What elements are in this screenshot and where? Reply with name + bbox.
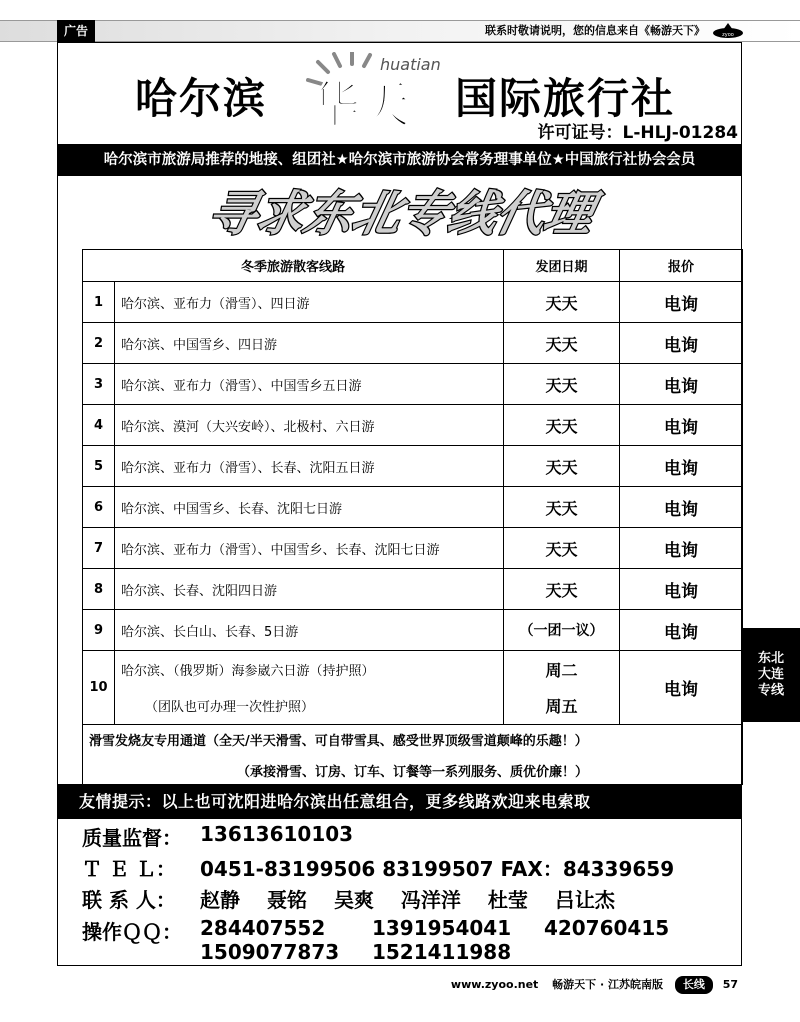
page-number: 57 (722, 978, 738, 991)
row-number: 8 (83, 569, 115, 610)
departure-date: （一团一议） (504, 610, 620, 651)
qq-number: 1509077873 (200, 940, 340, 964)
svg-text:寻求东北专线代理: 寻求东北专线代理 (202, 186, 599, 242)
price: 电询 (620, 446, 743, 487)
qq-list (200, 940, 537, 964)
row-number: 6 (83, 487, 115, 528)
row-number: 9 (83, 610, 115, 651)
price: 电询 (620, 487, 743, 528)
license-number: 许可证号：L-HLJ-01284 (537, 123, 738, 143)
tel-value: 0451-83199506 83199507 FAX：84339659 (200, 857, 675, 881)
huatian-logo (300, 52, 450, 130)
headline-banner (57, 180, 742, 244)
agency-name-type: 国际旅行社 (455, 74, 676, 123)
credentials-band: 哈尔滨市旅游局推荐的地接、组团社★哈尔滨市旅游协会常务理事单位★中国旅行社协会会员 (57, 144, 742, 176)
magazine-logo-icon (711, 22, 745, 40)
route-name: 哈尔滨、长白山、长春、5日游 (115, 610, 504, 651)
table-row (83, 569, 743, 610)
person-label: 联 系 人： (82, 888, 176, 912)
departure-date: 周五 (504, 688, 620, 725)
section-side-tab (742, 628, 800, 722)
qq-number: 1521411988 (371, 940, 512, 964)
price: 电询 (620, 610, 743, 651)
person-name: 冯洋洋 (400, 888, 461, 912)
qq-number: 1391954041 (371, 916, 512, 940)
table-header-row (83, 250, 743, 282)
table-row (83, 323, 743, 364)
row-number: 2 (83, 323, 115, 364)
quality-value: 13613610103 (200, 822, 354, 846)
row-number: 5 (83, 446, 115, 487)
footer-url: www.zyoo.net (450, 978, 539, 991)
price: 电询 (620, 364, 743, 405)
top-note: 联系时敬请说明，您的信息来自《畅游天下》 (485, 24, 705, 37)
header-price: 报价 (620, 250, 743, 282)
departure-date: 天天 (504, 528, 620, 569)
price: 电询 (620, 569, 743, 610)
qq-number: 420760415 (543, 916, 670, 940)
route-name: 哈尔滨、中国雪乡、长春、沈阳七日游 (115, 487, 504, 528)
table-notes-row (83, 725, 743, 785)
header-routes: 冬季旅游散客线路 (83, 250, 504, 282)
price: 电询 (620, 528, 743, 569)
route-name: 哈尔滨、中国雪乡、四日游 (115, 323, 504, 364)
person-name: 聂铭 (266, 888, 307, 912)
row-number: 3 (83, 364, 115, 405)
qq-number: 284407552 (200, 916, 326, 940)
svg-text:huatian: huatian (380, 55, 441, 74)
departure-date: 天天 (504, 487, 620, 528)
route-name: 哈尔滨、（俄罗斯）海参崴六日游（持护照） (115, 651, 504, 688)
svg-text:华天: 华天 (310, 76, 410, 130)
price: 电询 (620, 282, 743, 323)
person-name: 赵静 (200, 888, 240, 912)
price: 电询 (620, 405, 743, 446)
qq-label: 操作ＱＱ： (82, 920, 182, 944)
person-name: 吴爽 (333, 888, 374, 912)
route-name: 哈尔滨、漠河（大兴安岭）、北极村、六日游 (115, 405, 504, 446)
side-tab-label: 东北大连专线 (757, 651, 784, 698)
row-number: 10 (83, 651, 115, 725)
route-name: 哈尔滨、亚布力（滑雪）、中国雪乡五日游 (115, 364, 504, 405)
departure-date: 天天 (504, 364, 620, 405)
table-row (83, 610, 743, 651)
table-row (83, 282, 743, 323)
row-number: 1 (83, 282, 115, 323)
table-row (83, 446, 743, 487)
qq-list (200, 916, 709, 940)
route-name: 哈尔滨、亚布力（滑雪）、长春、沈阳五日游 (115, 446, 504, 487)
footer-section: 长线 (675, 976, 713, 994)
person-name: 吕让杰 (554, 888, 615, 912)
routes-table (82, 249, 743, 785)
page-footer (451, 976, 738, 994)
tip-band: 友情提示：以上也可沈阳进哈尔滨出任意组合，更多线路欢迎来电索取 (57, 784, 742, 819)
route-note: （团队也可办理一次性护照） (115, 688, 504, 725)
service-note: （承接滑雪、订房、订车、订餐等一系列服务、质优价廉！） (237, 765, 589, 780)
header-departure: 发团日期 (504, 250, 620, 282)
ski-note: 滑雪发烧友专用通道（全天/半天滑雪、可自带雪具、感受世界顶级雪道颠峰的乐趣！） (89, 734, 588, 749)
departure-date: 天天 (504, 446, 620, 487)
price: 电询 (620, 323, 743, 364)
person-name: 杜莹 (487, 888, 528, 912)
agency-name-city: 哈尔滨 (135, 74, 268, 123)
table-row (83, 405, 743, 446)
departure-date: 天天 (504, 405, 620, 446)
row-number: 4 (83, 405, 115, 446)
table-row (83, 528, 743, 569)
route-name: 哈尔滨、长春、沈阳四日游 (115, 569, 504, 610)
route-name: 哈尔滨、亚布力（滑雪）、中国雪乡、长春、沈阳七日游 (115, 528, 504, 569)
departure-date: 天天 (504, 569, 620, 610)
departure-date: 天天 (504, 323, 620, 364)
ad-tag: 广告 (57, 20, 95, 42)
svg-text:zyoo: zyoo (722, 32, 734, 38)
departure-date: 周二 (504, 651, 620, 688)
departure-date: 天天 (504, 282, 620, 323)
tel-label: Ｔ Ｅ Ｌ： (82, 857, 176, 881)
table-row (83, 364, 743, 405)
row-number: 7 (83, 528, 115, 569)
table-row (83, 651, 743, 688)
footer-publication: 畅游天下 · 江苏皖南版 (552, 978, 663, 991)
price: 电询 (620, 651, 743, 725)
route-name: 哈尔滨、亚布力（滑雪）、四日游 (115, 282, 504, 323)
table-row (83, 487, 743, 528)
quality-label: 质量监督： (82, 826, 182, 850)
person-list (200, 884, 635, 913)
